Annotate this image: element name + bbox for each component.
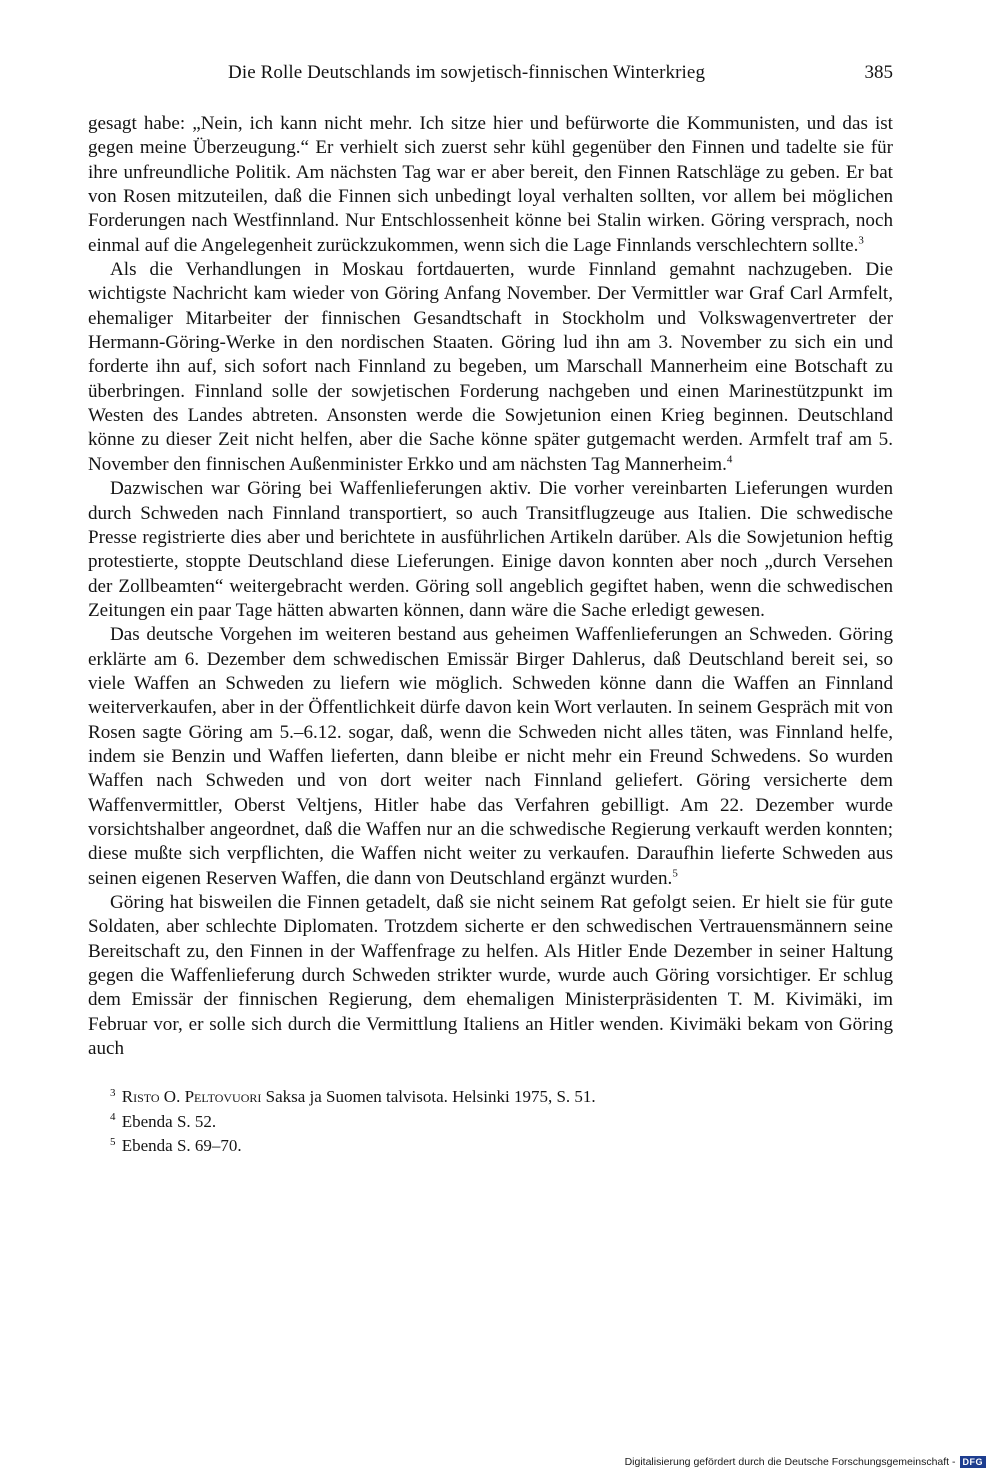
paragraph (88, 623, 893, 891)
footnote-ref: 3 (858, 234, 864, 247)
footnote-number: 4 (110, 1111, 116, 1124)
paragraph-text: gesagt habe: „Nein, ich kann nicht mehr. Ich sitze hier und befürworte die Kommunisten, und das ist gegen meine Überzeugung.“ Er verhielt sich zuerst sehr kühl gegenüber den Finnen und tadelte sie für ihre unfreundliche Politik. Am nächsten Tag war er aber bereit, den Finnen Ratschläge zu geben. Er bat von Rosen mitzuteilen, daß die Finnen sich unbedingt loyal verhalten sollten, vor allem bei möglichen Forderungen nach Westfinnland. Nur Entschlossenheit könne bei Stalin wirken. Göring versprach, noch einmal auf die Angelegenheit zurückzukommen, wenn sich die Lage Finnlands verschlechtern sollte. (88, 113, 893, 256)
footnote-author: Risto O. Peltovuori (121, 1087, 262, 1107)
page-number: 385 (864, 62, 893, 83)
footnote (88, 1110, 893, 1135)
footnote-number: 3 (110, 1086, 116, 1099)
paragraph (88, 891, 893, 1061)
running-header (88, 58, 893, 88)
footnote (88, 1085, 893, 1110)
paragraph (88, 112, 893, 258)
footnote-ref: 5 (672, 867, 678, 880)
footnotes (88, 1085, 893, 1159)
paragraph (88, 258, 893, 477)
body-text (88, 112, 893, 1061)
credit-text: Digitalisierung gefördert durch die Deutsche Forschungsgemeinschaft - (624, 1456, 956, 1468)
footnote (88, 1134, 893, 1159)
footnote-text: Saksa ja Suomen talvisota. Helsinki 1975, S. 51. (265, 1087, 596, 1107)
document-page (88, 58, 893, 1159)
paragraph (88, 477, 893, 623)
footnote-text: Ebenda S. 52. (121, 1111, 217, 1131)
paragraph-text: Göring hat bisweilen die Finnen getadelt, daß sie nicht seinem Rat gefolgt seien. Er hielt sie für gute Soldaten, aber schlechte Diplomaten. Trotzdem sicherte er den schwedischen Vertrauensmännern seine Bereitschaft zu, den Finnen in der Waffenfrage zu helfen. Als Hitler Ende Dezember in seiner Haltung gegen die Waffenlieferung durch Schweden strikter wurde, wurde auch Göring vorsichtiger. Er schlug dem Emissär der finnischen Regierung, dem ehemaligen Ministerpräsidenten T. M. Kivimäki, im Februar vor, er solle sich durch die Vermittlung Italiens an Hitler wenden. Kivimäki bekam von Göring auch (88, 892, 893, 1060)
footnote-number: 5 (110, 1135, 116, 1148)
paragraph-text: Das deutsche Vorgehen im weiteren bestand aus geheimen Waffenlieferungen an Schweden. Göring erklärte am 6. Dezember dem schwedischen Emissär Birger Dahlerus, daß Deutschland bereit sei, so viele Waffen an Schweden zu liefern wie möglich. Schweden könne dann die Waffen an Finnland weiterverkaufen, aber in der Öffentlichkeit dürfe davon kein Wort verlauten. In seinem Gespräch mit von Rosen sagte Göring am 5.–6.12. sogar, daß, wenn die Schweden nicht alles täten, was Finnland helfe, indem sie Benzin und Waffen lieferten, dann bleibe er nicht mehr ein Freund Schwedens. So wurden Waffen nach Schweden und von dort weiter nach Finnland geliefert. Göring versicherte dem Waffenvermittler, Oberst Veltjens, Hitler habe das Verfahren gebilligt. Am 22. Dezember wurde vorsichtshalber angeordnet, daß die Waffen nur an die schwedische Regierung verkauft werden konnten; diese mußte sich verpflichten, die Waffen nicht weiter zu verkaufen. Daraufhin lieferte Schweden aus seinen eigenen Reserven Waffen, die dann von Deutschland ergänzt wurden. (88, 624, 893, 889)
digitization-credit (625, 1456, 986, 1468)
footnote-text: Ebenda S. 69–70. (121, 1136, 242, 1156)
running-title: Die Rolle Deutschlands im sowjetisch-finnischen Winterkrieg (228, 62, 706, 83)
footnote-ref: 4 (726, 453, 733, 466)
paragraph-text: Dazwischen war Göring bei Waffenlieferungen aktiv. Die vorher vereinbarten Lieferungen wurden durch Schweden nach Finnland transportiert, so auch Transitflugzeuge aus Italien. Die schwedische Presse registrierte dies aber und berichtete in ausführlichen Artikeln darüber. Als die Sowjetunion heftig protestierte, stoppte Deutschland diese Lieferungen. Einige davon konnten aber noch „durch Versehen der Zollbeamten“ weitergebracht werden. Göring soll angeblich gegiftet haben, wenn die schwedischen Zeitungen ein paar Tage hätten abwarten können, dann wäre die Sache erledigt gewesen. (88, 478, 893, 621)
dfg-logo: DFG (960, 1456, 987, 1468)
paragraph-text: Als die Verhandlungen in Moskau fortdauerten, wurde Finnland gemahnt nachzugeben. Die wichtigste Nachricht kam wieder von Göring Anfang November. Der Vermittler war Graf Carl Armfelt, ehemaliger Mitarbeiter der finnischen Gesandtschaft in Stockholm und Volkswagenvertreter der Hermann-Göring-Werke in den nordischen Staaten. Göring lud ihn am 3. November zu sich ein und forderte ihn auf, sich sofort nach Finnland zu begeben, um Marschall Mannerheim eine Botschaft zu überbringen. Finnland solle der sowjetischen Forderung nachgeben und einen Marinestützpunkt im Westen des Landes abtreten. Ansonsten werde die Sowjetunion einen Krieg beginnen. Deutschland könne zu dieser Zeit nicht helfen, aber die Sache könne später gutgemacht werden. Armfelt traf am 5. November den finnischen Außenminister Erkko und am nächsten Tag Mannerheim. (88, 259, 893, 475)
